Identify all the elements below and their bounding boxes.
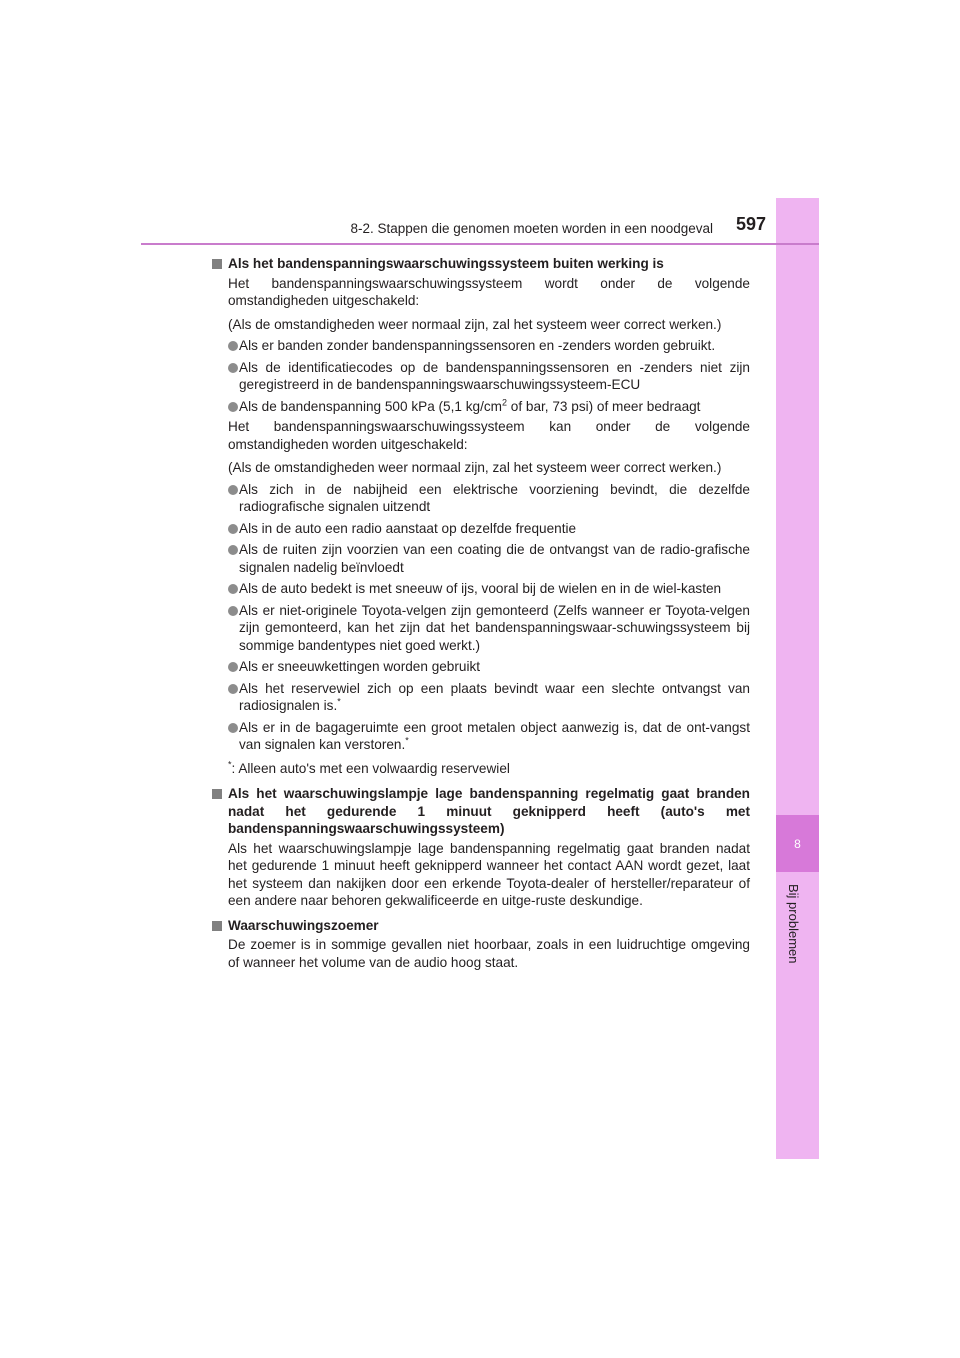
list-item: Als er in de bagageruimte een groot metalen object aanwezig is, dat de ont-vangst van signalen kan verstoren.* [228,719,750,754]
side-tab [776,198,819,1159]
list-item: Als er niet-originele Toyota-velgen zijn gemonteerd (Zelfs wanneer er Toyota-velgen zijn gemonteerd, kan het zijn dat het bandenspanningswaar-schuwingssysteem bij sommige bandentypes niet goed werkt.) [228,602,750,655]
circle-bullet-icon [228,584,238,594]
asterisk-marker: * [405,735,409,746]
header-rule [141,243,819,245]
circle-bullet-icon [228,341,238,351]
asterisk-marker: * [337,696,341,707]
circle-bullet-icon [228,402,238,412]
square-bullet-icon [212,259,222,269]
paragraph: De zoemer is in sommige gevallen niet hoorbaar, zoals in een luidruchtige omgeving of wanneer het volume van de audio hoog staat. [228,937,750,970]
page-content [212,255,750,974]
circle-bullet-icon [228,662,238,672]
circle-bullet-icon [228,684,238,694]
chapter-number-box [776,815,819,872]
circle-bullet-icon [228,524,238,534]
list-item: Als er banden zonder bandenspanningssensoren en -zenders worden gebruikt. [228,337,750,355]
list-item: Als er sneeuwkettingen worden gebruikt [228,658,750,676]
section-header: 8-2. Stappen die genomen moeten worden in een noodgeval [350,221,713,236]
chapter-label: Bij problemen [786,884,801,964]
circle-bullet-icon [228,363,238,373]
chapter-number: 8 [794,836,801,851]
list-item: Als de ruiten zijn voorzien van een coating die de ontvangst van de radio-grafische signalen nadelig beïnvloedt [228,541,750,576]
section-heading: Als het bandenspanningswaarschuwingssysteem buiten werking is [212,255,750,273]
bullet-list [228,337,750,415]
square-bullet-icon [212,921,222,931]
asterisk-marker: * [228,758,232,769]
circle-bullet-icon [228,606,238,616]
square-bullet-icon [212,789,222,799]
paragraph: Het bandenspanningswaarschuwingssysteem kan onder de volgende omstandigheden worden uitgeschakeld: [228,419,750,452]
list-item: Als de bandenspanning 500 kPa (5,1 $kg/cm^2$ of bar, 73 psi) of meer bedraagt [228,398,750,416]
circle-bullet-icon [228,545,238,555]
footnote: *: Alleen auto's met een volwaardig reservewiel [228,758,510,776]
list-item: Als de identificatiecodes op de bandenspanningssensoren en -zenders niet zijn geregistreerd in de bandenspanningswaarschuwingssysteem-ECU [228,359,750,394]
section-heading: Waarschuwingszoemer [212,917,750,935]
paragraph: Als het waarschuwingslampje lage bandenspanning regelmatig gaat branden nadat het gedurende 1 minuut heeft geknipperd wanneer het contact AAN wordt gezet, laat het systeem dan nakijken door een erkende Toyota-dealer of hersteller/reparateur of een andere naar behoren gekwalificeerde en uitge-ruste deskundige. [228,840,750,908]
page-number: 597 [736,214,767,234]
paragraph: Het bandenspanningswaarschuwingssysteem wordt onder de volgende omstandigheden uitgeschakeld: [228,275,750,308]
bullet-list [228,481,750,754]
circle-bullet-icon [228,723,238,733]
paragraph: (Als de omstandigheden weer normaal zijn, zal het systeem weer correct werken.) [228,316,722,332]
paragraph: (Als de omstandigheden weer normaal zijn, zal het systeem weer correct werken.) [228,460,722,475]
section-heading: Als het waarschuwingslampje lage bandenspanning regelmatig gaat branden nadat het gedurende 1 minuut geknipperd heeft (auto's met bandenspanningswaarschuwingssysteem) [212,785,750,838]
list-item: Als het reservewiel zich op een plaats bevindt waar een slechte ontvangst van radiosignalen is.* [228,680,750,715]
list-item: Als zich in de nabijheid een elektrische voorziening bevindt, die dezelfde radiografische signalen uitzendt [228,481,750,516]
circle-bullet-icon [228,485,238,495]
list-item: Als de auto bedekt is met sneeuw of ijs, vooral bij de wielen en in de wiel-kasten [228,580,750,598]
list-item: Als in de auto een radio aanstaat op dezelfde frequentie [228,520,750,538]
